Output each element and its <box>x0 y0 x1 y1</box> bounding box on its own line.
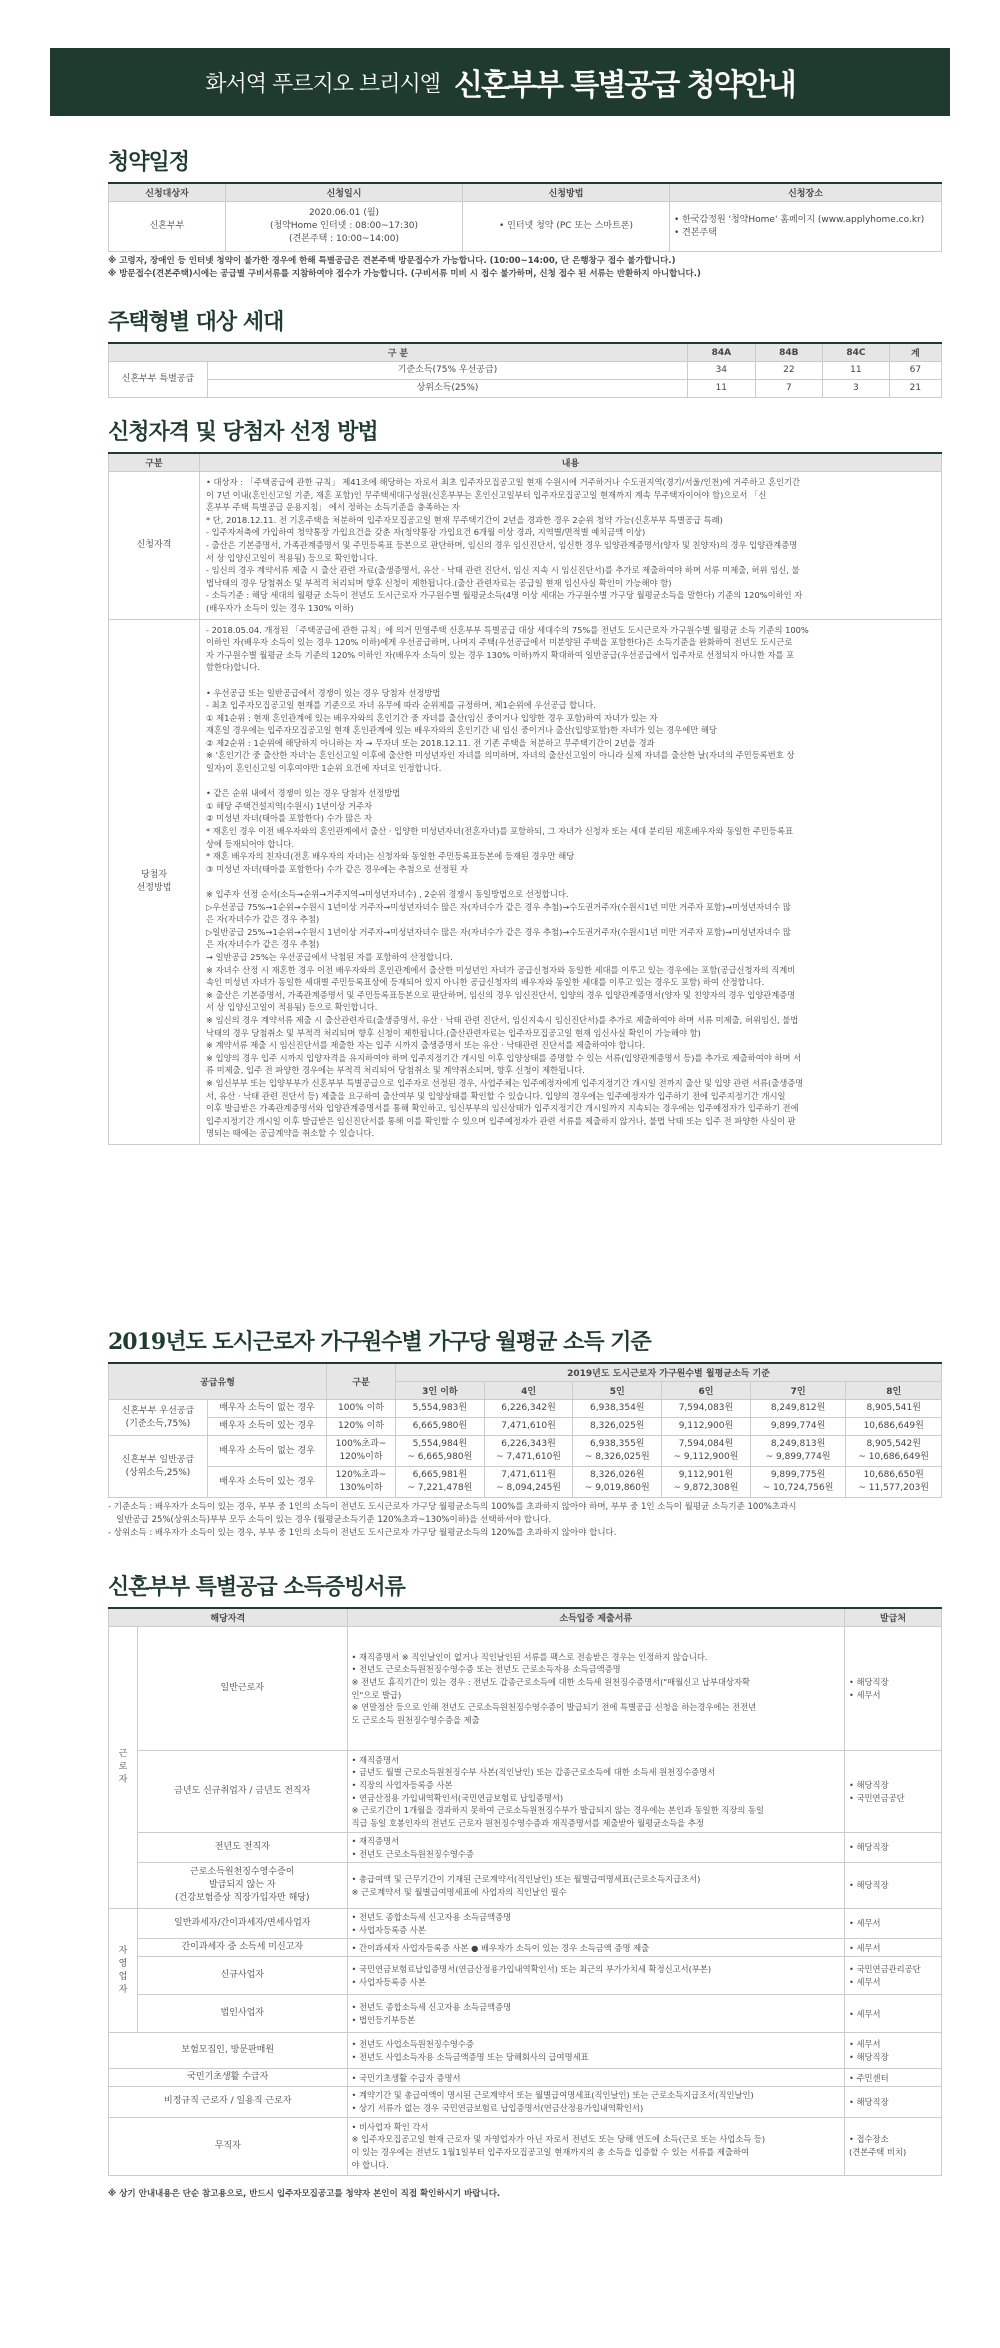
content-line: ※ 입주자 선정 순서(소득→순위→거주지역→미성년자녀수) , 2순위 경쟁시 동일방법으로 선정합니다. <box>206 889 569 899</box>
method-cell: • 인터넷 청약 (PC 또는 스마트폰) <box>463 202 670 252</box>
content-line: 명되는 때에는 공급계약을 취소할 수 있습니다. <box>206 1128 375 1139</box>
issuer-line: • 해당직장 <box>849 1842 889 1853</box>
doc-line: 도 근로소득 원천징수영수증을 제출 <box>351 1714 480 1725</box>
income-value: 8,905,542원 ~ 10,686,649원 <box>846 1436 942 1467</box>
issuer-line: • 접수장소 <box>849 2134 889 2145</box>
issuer-line: • 주민센터 <box>849 2072 889 2083</box>
col-header: 구 분 <box>109 343 688 362</box>
income-value: 7,471,611원 ~ 8,094,245원 <box>484 1467 573 1498</box>
footer-note: ※ 상기 안내내용은 단순 참고용으로, 반드시 입주자모집공고를 청약자 본인이 직접 확인하시기 바랍니다. <box>108 2188 501 2199</box>
qual-label: 국민기초생활 수급자 <box>109 2069 348 2087</box>
income-value: 10,686,649원 <box>846 1418 942 1436</box>
content-line: - 최초 입주자모집공고일 현재를 기준으로 자녀 유무에 따라 순위제를 규정하며, 제1순위에 우선공급 합니다. <box>206 700 596 711</box>
qual-heading: 신청자격 및 당첨자 선정 방법 <box>108 419 378 445</box>
col-header: 발급처 <box>845 1608 942 1627</box>
content-line: * 단, 2018.12.11. 전 기혼주택을 처분하여 입주자모집공고일 현재 무주택기간이 2년을 경과한 경우 2순위 청약 가능(신혼부부 특별공급 특례) <box>206 514 723 525</box>
content-line <box>206 775 935 788</box>
content-line: - 소득기준 : 해당 세대의 월평균 소득이 전년도 도시근로자 가구원수별 월평균소득(4명 이상 세대는 가구원수별 가구당 월평균소득을 말한다) 기준의 120%이하인 자 <box>206 590 803 601</box>
content-line: - 임신의 경우 계약서류 제출 시 출산 관련 자료(출생증명서, 유산 · 낙태 관련 진단서, 임신 지속 시 임신진단서)를 추가로 제출하여야 하며 서류 미제출, 허위 임신, 불 <box>206 565 800 576</box>
content-line: * 재혼 배우자의 친자녀(전혼 배우자의 자녀)는 신청자와 동일한 주민등록표등본에 등재된 경우만 해당 <box>206 851 575 862</box>
value-cell: 11 <box>823 362 890 380</box>
col-header: 구분 <box>327 1363 396 1400</box>
qual-label: 비정규직 근로자 / 일용직 근로자 <box>109 2087 348 2117</box>
doc-line: ※ 전년도 휴직기간이 있는 경우 : 전년도 갑종근로소득에 대한 소득세 원천징수증명서("매월신고 납부대상자확 <box>351 1676 750 1687</box>
income-notes <box>108 1501 942 1540</box>
content-line: 일자)이 혼인신고일 이후여야만 1순위 요건에 자녀로 인정합니다. <box>206 763 442 774</box>
value-cell: 67 <box>889 362 941 380</box>
content-line: 은 자(자녀수가 같은 경우 추첨) <box>206 914 320 925</box>
content-line: - 2018.05.04. 개정된 「주택공급에 관한 규칙」에 의거 민영주택 신혼부부 특별공급 대상 세대수의 75%를 전년도 도시근로자 가구원수별 월평균 소득 기준의 100% <box>206 624 809 635</box>
income-value: 7,471,610원 <box>484 1418 573 1436</box>
docs-cell <box>347 1627 845 1751</box>
value-cell: 11 <box>687 380 755 398</box>
content-line: ① 해당 주택건설지역(수원시) 1년이상 거주자 <box>206 800 372 811</box>
issuer-cell <box>845 1957 942 1995</box>
doc-line: 직급 동일 호봉인자의 전년도 근로자 원천징수영수증과 재직증명서를 제출받아 월평균소득을 추정 <box>351 1817 704 1828</box>
issuer-line: • 세무서 <box>849 1942 881 1953</box>
doc-line: • 총급여액 및 근무기간이 기재된 근로계약서(직인날인) 또는 월별급여명세표(근로소득지급조서) <box>351 1874 701 1885</box>
issuer-line: • 세무서 <box>849 2008 881 2019</box>
issuer-cell <box>845 2033 942 2069</box>
issuer-cell <box>845 1751 942 1833</box>
content-line: ② 미성년 자녀(태아를 포함한다) 수가 많은 자 <box>206 813 372 824</box>
docs-heading: 신혼부부 특별공급 소득증빙서류 <box>108 1574 405 1600</box>
qual-label: 간이과세자 중 소득세 미신고자 <box>138 1939 348 1957</box>
note-line: - 상위소득 : 배우자가 소득이 있는 경우, 부부 중 1인의 소득이 전년도 도시근로자 가구당 월평균소득의 120%를 초과하지 않아야 합니다. <box>108 1528 617 1538</box>
content-line: 서 상 입양신고일이 적용됨) 등으로 확인합니다. <box>206 552 378 563</box>
doc-line: • 전년도 사업소득자용 소득금액증명 또는 당해회사의 급여명세표 <box>351 2051 589 2062</box>
doc-line: • 법인등기부등본 <box>351 2014 416 2025</box>
doc-line: 인"으로 발급) <box>351 1689 402 1700</box>
issuer-cell <box>845 1863 942 1909</box>
income-value: 8,249,812원 <box>750 1400 846 1418</box>
doc-line: ※ 근로기간이 1개월을 경과하지 못하여 근로소득원천징수부가 발급되지 않는 경우에는 본인과 동일한 직장의 동일 <box>351 1805 765 1816</box>
col-header: 4인 <box>484 1382 573 1400</box>
income-value: 8,326,026원 ~ 9,019,860원 <box>573 1467 662 1498</box>
doc-line: • 사업자등록증 사본 <box>351 1924 426 1935</box>
content-line: 함한다)합니다. <box>206 662 260 673</box>
col-header: 내용 <box>200 453 942 472</box>
content-line: 속인 미성년 자녀가 동일한 세대별 주민등록표상에 등재되어 있지 아니한 공급신청자의 배우자와 동일한 세대를 이루고 있는 경우도 포함) 하여 산정합니다. <box>206 977 765 988</box>
issuer-cell <box>845 2087 942 2117</box>
date-line: (견본주택 : 10:00~14:00) <box>289 234 399 244</box>
doc-line: • 전년도 근로소득원천징수영수증 <box>351 1848 474 1859</box>
doc-line: • 재직증명서 <box>351 1836 400 1846</box>
content-line <box>206 674 935 687</box>
docs-section <box>108 1570 942 2201</box>
issuer-line: • 국민연금관리공단 <box>849 1964 921 1975</box>
doc-line: • 계약기간 및 총급여액이 명시된 근로계약서 또는 월별급여명세표(직인날인) 또는 근로소득지급조서(직인날인) <box>351 2090 754 2101</box>
content-line: 이하인 자(배우자 소득이 있는 경우 120% 이하)에게 우선공급하며, 나머지 주택(우선공급에서 미분양된 주택을 포함한다)은 소득기준을 완화하여 전년도 도시근로 <box>206 637 793 648</box>
doc-line: • 간이과세자 사업자등록증 사본 ● 배우자가 소득이 있는 경우 소득금액 증명 제출 <box>351 1942 650 1953</box>
row-label: 상위소득(25%) <box>208 380 688 398</box>
content-line: ▷우선공급 75%→1순위→수원시 1년이상 거주자→미성년자녀수 많은 자(자녀수가 같은 경우 추첨)→수도권거주자(수원시1년 미만 거주자 포함)→미성년자녀수 많 <box>206 901 791 912</box>
date-line: 2020.06.01 (월) <box>308 208 380 218</box>
doc-line: • 재직증명서 <box>351 1754 400 1765</box>
col-header: 84A <box>687 343 755 362</box>
group-cell: 신혼부부 특별공급 <box>109 362 208 398</box>
group-cell: 신혼부부 일반공급 (상위소득,25%) <box>109 1436 208 1498</box>
col-header: 구분 <box>109 453 200 472</box>
income-table <box>108 1362 942 1498</box>
content-line: - 입주자저축에 가입하여 청약통장 가입요건을 갖춘 자(청약통장 가입요건 6개월 이상 경과, 지역별/면적별 예치금액 이상) <box>206 527 646 538</box>
row-type: 배우자 소득이 있는 경우 <box>208 1467 327 1498</box>
content-line: 혼부부 주택 특별공급 운용지침」 에서 정하는 소득기준을 충족하는 자 <box>206 502 460 513</box>
units-section <box>108 305 942 398</box>
doc-line: • 국민연금보험료납입증명서(연금산정용가입내역확인서) 또는 최근의 부가가치세 확정신고서(부본) <box>351 1964 712 1975</box>
docs-cell <box>347 1909 845 1939</box>
income-heading: 2019년도 도시근로자 가구원수별 가구당 월평균 소득 기준 <box>108 1329 651 1355</box>
content-line: 법낙태의 경우 당첨취소 및 부적격 처리되며 향후 신청이 제한됩니다.(출산 관련자료는 공급일 현재 임신사실 확인이 가능해야 함) <box>206 577 672 588</box>
selection-content <box>200 619 942 1144</box>
content-line: • 대상자 : 「주택공급에 관한 규칙」 제41조에 해당하는 자로서 최초 입주자모집공고일 현재 수원시에 거주하거나 수도권지역(경기/서울/인천)에 거주하고 혼인기간 <box>206 477 801 487</box>
docs-cell <box>347 2033 845 2069</box>
docs-cell <box>347 1863 845 1909</box>
issuer-cell <box>845 1939 942 1957</box>
qual-label: 근로소득원천징수영수증이 발급되지 않는 자 (건강보험증상 직장가입자만 해당) <box>138 1863 348 1909</box>
income-value: 6,665,981원 ~ 7,221,478원 <box>396 1467 485 1498</box>
value-cell: 34 <box>687 362 755 380</box>
qual-label: 일반근로자 <box>138 1627 348 1751</box>
docs-cell <box>347 1939 845 1957</box>
place-line: • 견본주택 <box>674 227 717 238</box>
issuer-line: • 세무서 <box>849 1976 881 1987</box>
col-header: 소득입증 제출서류 <box>347 1608 845 1627</box>
doc-line: • 국민기초생활 수급자 증명서 <box>351 2072 461 2083</box>
doc-line: • 상기 서류가 없는 경우 국민연금보험료 납입증명서(연금산정용가입내역확인서) <box>351 2102 644 2113</box>
content-line <box>206 875 935 888</box>
docs-cell <box>347 2069 845 2087</box>
value-cell: 3 <box>823 380 890 398</box>
income-section <box>108 1325 942 1540</box>
date-cell <box>226 202 463 252</box>
row-pct: 120%초과~ 130%이하 <box>327 1467 396 1498</box>
income-value: 6,665,980원 <box>396 1418 485 1436</box>
income-value: 6,938,354원 <box>573 1400 662 1418</box>
issuer-cell <box>845 1833 942 1863</box>
doc-line: • 재직증명서 ※ 직인날인이 없거나 직인날인된 서류를 팩스로 전송받은 경우는 인정하지 않습니다. <box>351 1651 708 1662</box>
issuer-line: • 해당직장 <box>849 1880 889 1891</box>
content-line: ※ 계약서류 제출 시 임신진단서를 제출한 자는 입주 시까지 출생증명서 또는 유산 · 낙태관련 진단서를 제출하여야 합니다. <box>206 1040 646 1051</box>
content-line: * 재혼인 경우 이전 배우자와의 혼인관계에서 출산 · 입양한 미성년자녀(전혼자녀)를 포함하되, 그 자녀가 신청자 또는 세대 분리된 재혼배우자와 동일한 주민등록표 <box>206 826 793 837</box>
income-value: 5,554,983원 <box>396 1400 485 1418</box>
col-header: 5인 <box>573 1382 662 1400</box>
issuer-cell <box>845 1627 942 1751</box>
issuer-line: • 세무서 <box>849 1918 881 1929</box>
issuer-line: • 해당직장 <box>849 1779 889 1790</box>
content-line: ② 제2순위 : 1순위에 해당하지 아니하는 자 → 무자녀 또는 2018.12.11. 전 기존 주택을 처분하고 무주택기간이 2년을 경과 <box>206 737 655 748</box>
content-line: 류 미제출, 입주 전 파양한 경우에는 부적격 처리되어 당첨취소 및 계약취소되며, 향후 신청이 제한됩니다. <box>206 1065 585 1076</box>
doc-line: • 금년도 월별 근로소득원천징수부 사본(직인날인) 또는 갑종근로소득에 대한 소득세 원천징수증명서 <box>351 1767 716 1778</box>
qual-content <box>200 472 942 620</box>
col-header: 84B <box>755 343 822 362</box>
note-line: ※ 방문접수(견본주택)시에는 공급별 구비서류를 지참하여야 접수가 가능합니다. (구비서류 미비 시 접수 불가하며, 신청 접수 된 서류는 반환하지 아니합니다.) <box>108 269 701 279</box>
income-value: 8,326,025원 <box>573 1418 662 1436</box>
doc-line: 야 합니다. <box>351 2159 389 2170</box>
content-line: 낙태의 경우 당첨취소 및 부적격 처리되며 향후 신청이 제한됩니다.(출산관련자료는 입주자모집공고일 현재 임신사실 확인이 가능해야 함) <box>206 1027 701 1038</box>
content-line: 서, 유산 · 낙태 관련 진단서 등) 제출을 요구하여 출산여부 및 입양상태를 확인할 수 있습니다. 입양의 경우에는 입주예정자가 입주하기 전에 입주지정기간 개시일 <box>206 1090 786 1101</box>
income-value: 10,686,650원 ~ 11,577,203원 <box>846 1467 942 1498</box>
income-value: 7,594,083원 <box>662 1400 751 1418</box>
income-value: 8,249,813원 ~ 9,899,774원 <box>750 1436 846 1467</box>
row-pct: 100% 이하 <box>327 1400 396 1418</box>
row-pct: 100%초과~ 120%이하 <box>327 1436 396 1467</box>
issuer-cell <box>845 2069 942 2087</box>
doc-line: • 전년도 종합소득세 신고자용 소득금액증명 <box>351 1912 512 1923</box>
qual-label: 전년도 전직자 <box>138 1833 348 1863</box>
col-header: 84C <box>823 343 890 362</box>
content-line: 상에 등재되어야 합니다. <box>206 838 295 849</box>
content-line: • 같은 순위 내에서 경쟁이 있는 경우 당첨자 선정방법 <box>206 788 401 799</box>
issuer-line: (견본주택 비치) <box>849 2147 907 2158</box>
qual-label: 신규사업자 <box>138 1957 348 1995</box>
banner-subtitle: 화서역 푸르지오 브리시엘 <box>205 71 441 97</box>
col-header: 8인 <box>846 1382 942 1400</box>
banner-title: 신혼부부 특별공급 청약안내 <box>454 68 795 103</box>
group-cell: 신혼부부 우선공급 (기준소득,75%) <box>109 1400 208 1436</box>
content-line: ※ 임신의 경우 계약서류 제출 시 출산관련자료(출생증명서, 유산 · 낙태 관련 진단서, 임신지속시 임신진단서)를 추가로 제출하여야 하며 서류 미제출, 허위임신, 불법 <box>206 1014 799 1025</box>
issuer-line: • 세무서 <box>849 2039 881 2050</box>
doc-line: ※ 연말정산 등으로 인해 전년도 근로소득원천징수영수증이 발급되기 전에 특별공급 신청을 하는경우에는 전전년 <box>351 1702 757 1713</box>
content-line: (배우자가 소득이 있는 경우 130% 이하) <box>206 602 354 613</box>
issuer-line: • 국민연금공단 <box>849 1792 905 1803</box>
content-line: 재혼일 경우에는 입주자모집공고일 현재 혼인관계에 있는 배우자와의 혼인기간 내 임신 중이거나 출산(입양포함)한 자녀가 있는 경우에만 해당 <box>206 725 717 736</box>
income-value: 6,226,343원 ~ 7,471,610원 <box>484 1436 573 1467</box>
col-header: 6인 <box>662 1382 751 1400</box>
issuer-line: • 해당직장 <box>849 1676 889 1687</box>
qual-table <box>108 452 942 1145</box>
col-header: 신청방법 <box>463 183 670 202</box>
income-value: 6,938,355원 ~ 8,326,025원 <box>573 1436 662 1467</box>
content-line: ※ 입양의 경우 입주 시까지 입양자격을 유지하여야 하며 입주지정기간 개시일 이후 입양상태를 증명할 수 있는 서류(입양관계증명서 등)를 추가로 제출하여야 하며 서 <box>206 1052 802 1063</box>
qual-section <box>108 415 942 1145</box>
title-banner <box>50 48 950 116</box>
content-line: ▷일반공급 25%→1순위→수원시 1년이상 거주자→미성년자녀수 많은 자(자녀수가 같은 경우 추첨)→수도권거주자(수원시1년 미만 거주자 포함)→미성년자녀수 많 <box>206 926 791 937</box>
content-line: ① 제1순위 : 현재 혼인관계에 있는 배우자와의 혼인기간 중 자녀를 출산(임신 중이거나 입양한 경우 포함)하여 자녀가 있는 자 <box>206 712 658 723</box>
selection-label: 당첨자 선정방법 <box>109 619 200 1144</box>
doc-line: • 사업자등록증 사본 <box>351 1976 426 1987</box>
doc-line: ※ 입주자모집공고일 현재 근로자 및 자영업자가 아닌 자로서 전년도 또는 당해 연도에 소득(근로 또는 사업소득 등) <box>351 2134 766 2145</box>
col-header: 공급유형 <box>109 1363 327 1400</box>
note-line: 일반공급 25%(상위소득)부부 모두 소득이 있는 경우 (월평균소득기준 120%초과~130%이하)을 선택하셔야 합니다. <box>108 1515 552 1525</box>
content-line: 서 상 입양신고일이 적용됨) 등으로 확인합니다. <box>206 1002 378 1013</box>
content-line: • 우선공급 또는 일반공급에서 경쟁이 있는 경우 당첨자 선정방법 <box>206 687 441 698</box>
col-header: 신청대상자 <box>109 183 226 202</box>
units-heading: 주택형별 대상 세대 <box>108 309 284 335</box>
content-line: 은 자(자녀수가 같은 경우 추첨) <box>206 939 320 950</box>
value-cell: 21 <box>889 380 941 398</box>
income-value: 9,899,775원 ~ 10,724,756원 <box>750 1467 846 1498</box>
date-line: (청약Home 인터넷 : 08:00~17:30) <box>269 221 419 231</box>
doc-line: 이 있는 경우에는 전년도 1월1일부터 입주자모집공고일 현재까지의 총 소득을 입증할 수 있는 서류를 제출하여 <box>351 2147 749 2158</box>
income-value: 9,899,774원 <box>750 1418 846 1436</box>
col-header: 3인 이하 <box>396 1382 485 1400</box>
note-line: - 기준소득 : 배우자가 소득이 있는 경우, 부부 중 1인의 소득이 전년도 도시근로자 가구당 월평균소득의 100%를 초과하지 않아야 하며, 부부 중 1인 소득이 월평균 소득기준 100%초과시 <box>108 1502 797 1512</box>
content-line: ※ '혼인기간 중 출산한 자녀'는 혼인신고일 이후에 출산한 미성년자인 자녀를 의미하며, 자녀의 출산신고일이 아니라 실제 자녀를 출산한 날(자녀의 주민등록번호 상 <box>206 750 795 761</box>
schedule-notes <box>108 255 942 281</box>
place-line: • 한국감정원 '청약Home' 홈페이지 (www.applyhome.co.kr) <box>674 214 925 225</box>
content-line: 자 가구원수별 월평균 소득 기준의 120% 이하인 자(배우자 소득이 있는 경우 130% 이하)까지 확대하여 일반공급(우선공급에서 입주자로 선정되지 아니한 자를 포 <box>206 649 795 660</box>
doc-line: • 전년도 종합소득세 신고자용 소득금액증명 <box>351 2002 512 2013</box>
issuer-cell <box>845 2117 942 2175</box>
content-line: - 출산은 기본증명서, 가족관계증명서 및 주민등록표 등본으로 판단하며, 임신의 경우 임신진단서, 임신한 경우 임양관계증명서(양자 및 친양자)의 경우 입양관계증명 <box>206 539 798 550</box>
row-type: 배우자 소득이 있는 경우 <box>208 1418 327 1436</box>
content-line: ※ 출산은 기본증명서, 가족관계증명서 및 주민등록표등본으로 판단하며, 임신의 경우 임신진단서, 입양의 경우 입양관계증명서(양자 및 친양자의 경우 입양관계증명 <box>206 989 796 1000</box>
value-cell: 22 <box>755 362 822 380</box>
income-value: 6,226,342원 <box>484 1400 573 1418</box>
worker-group: 근 로 자 <box>109 1627 138 1909</box>
docs-table <box>108 1607 942 2176</box>
doc-line: • 전년도 사업소득원천징수영수증 <box>351 2039 474 2050</box>
content-line: → 일반공급 25%는 우선공급에서 낙첨된 자를 포함하여 산정합니다. <box>206 951 453 962</box>
docs-cell <box>347 2117 845 2175</box>
issuer-cell <box>845 1995 942 2033</box>
content-line: 입주지정기간 개시일 이후 발급받은 임신진단서를 통해 이를 확인할 수 있으며 입주예정자가 관련 서류를 제출하지 않거나, 불법 낙태 또는 입주 전 파양한 사실이 판 <box>206 1115 796 1126</box>
docs-cell <box>347 1957 845 1995</box>
content-line: ※ 임신부부 또는 입양부부가 신혼부부 특별공급으로 입주자로 선정된 경우, 사업주체는 입주예정자에게 입주지정기간 개시일 전까지 출산 및 입양 관련 서류(출생증명 <box>206 1077 804 1088</box>
doc-line: ※ 근로계약서 및 월별급여명세표에 사업자의 직인날인 필수 <box>351 1886 567 1897</box>
qual-label: 법인사업자 <box>138 1995 348 2033</box>
col-header: 7인 <box>750 1382 846 1400</box>
schedule-heading: 청약일정 <box>108 149 190 175</box>
col-header: 신청일시 <box>226 183 463 202</box>
doc-line: • 직장의 사업자등록증 사본 <box>351 1779 453 1790</box>
issuer-line: • 해당직장 <box>849 2051 889 2062</box>
col-header: 2019년도 도시근로자 가구원수별 월평균소득 기준 <box>396 1363 942 1382</box>
qual-label: 신청자격 <box>109 472 200 620</box>
qual-label: 무직자 <box>109 2117 348 2175</box>
qual-label: 보험모집인, 방문판매원 <box>109 2033 348 2069</box>
docs-cell <box>347 1751 845 1833</box>
income-value: 7,594,084원 ~ 9,112,900원 <box>662 1436 751 1467</box>
docs-cell <box>347 1995 845 2033</box>
income-value: 9,112,901원 ~ 9,872,308원 <box>662 1467 751 1498</box>
schedule-section <box>108 145 942 281</box>
content-line: ③ 미성년 자녀(태아를 포함한다) 수가 같은 경우에는 추첨으로 선정된 자 <box>206 863 469 874</box>
docs-cell <box>347 2087 845 2117</box>
income-value: 5,554,984원 ~ 6,665,980원 <box>396 1436 485 1467</box>
income-value: 8,905,541원 <box>846 1400 942 1418</box>
income-value: 9,112,900원 <box>662 1418 751 1436</box>
issuer-line: • 해당직장 <box>849 2096 889 2107</box>
doc-line: • 비사업자 확인 각서 <box>351 2121 429 2132</box>
content-line: 이 7년 이내(혼인신고일 기준, 재혼 포함)인 무주택세대구성원(신혼부부는 혼인신고일부터 입주자모집공고일 현재까지 계속 무주택자이어야 함)으로서 「신 <box>206 489 767 500</box>
issuer-line: • 세무서 <box>849 1689 881 1700</box>
self-employed-group: 자 영 업 자 <box>109 1909 138 2033</box>
row-label: 기준소득(75% 우선공급) <box>208 362 688 380</box>
place-cell <box>670 202 942 252</box>
doc-line: • 전년도 근로소득원천징수영수증 또는 전년도 근로소득자용 소득금액증명 <box>351 1664 621 1675</box>
schedule-table <box>108 182 942 252</box>
docs-cell <box>347 1833 845 1863</box>
target-cell: 신혼부부 <box>109 202 226 252</box>
row-type: 배우자 소득이 없는 경우 <box>208 1436 327 1467</box>
col-header: 계 <box>889 343 941 362</box>
row-type: 배우자 소득이 없는 경우 <box>208 1400 327 1418</box>
content-line: 이후 발급받은 가족관계증명서와 입양관계증명서를 통해 확인하고, 임신부부의 임신상태가 입주지정기간 개시일까지 지속되는 경우에는 입주예정자가 입주하기 전에 <box>206 1103 799 1114</box>
qual-label: 일반과세자/간이과세자/면세사업자 <box>138 1909 348 1939</box>
qual-label: 금년도 신규취업자 / 금년도 전직자 <box>138 1751 348 1833</box>
issuer-cell <box>845 1909 942 1939</box>
col-header: 해당자격 <box>109 1608 348 1627</box>
note-line: ※ 고령자, 장애인 등 인터넷 청약이 불가한 경우에 한해 특별공급은 견본주택 방문접수가 가능합니다. (10:00~14:00, 단 은행창구 접수 불가합니다.) <box>108 256 676 266</box>
value-cell: 7 <box>755 380 822 398</box>
units-table <box>108 342 942 398</box>
row-pct: 120% 이하 <box>327 1418 396 1436</box>
col-header: 신청장소 <box>670 183 942 202</box>
doc-line: • 연금산정용 가입내역확인서(국민연금보험료 납입증명서) <box>351 1792 564 1803</box>
content-line: ※ 자녀수 산정 시 재혼한 경우 이전 배우자와의 혼인관계에서 출산한 미성년인 자녀가 공급신청자와 동일한 세대를 이루고 있는 경우에는 포함(공급신청자의 직계비 <box>206 964 796 975</box>
